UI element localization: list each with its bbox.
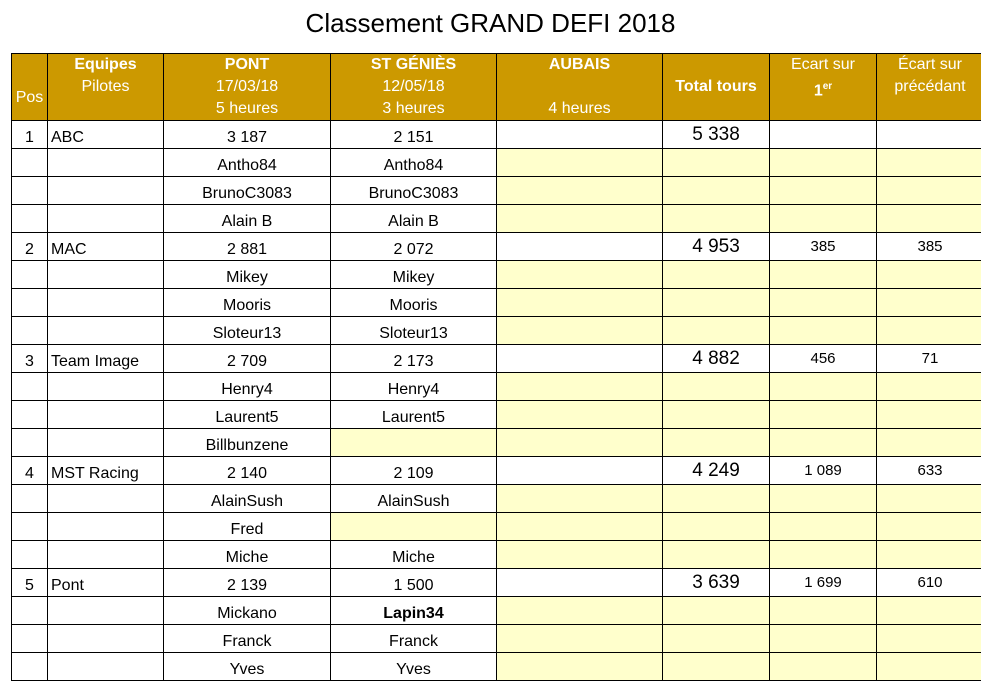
pilotes-label: Pilotes	[81, 78, 130, 95]
driver-total-cell	[663, 485, 770, 513]
team-gap-first	[770, 121, 877, 149]
driver-aubais	[497, 597, 663, 625]
driver-total-cell	[663, 289, 770, 317]
team-laps-stgenies: 1 500	[331, 569, 497, 597]
driver-gap-prev-cell	[877, 205, 981, 233]
driver-row	[12, 485, 981, 513]
team-laps-pont: 2 709	[164, 345, 331, 373]
driver-stgenies: Laurent5	[331, 401, 497, 429]
driver-gap-prev-cell	[877, 177, 981, 205]
driver-team-cell	[48, 289, 164, 317]
driver-gap-first-cell	[770, 625, 877, 653]
team-laps-pont: 2 881	[164, 233, 331, 261]
driver-pos-cell	[12, 653, 48, 681]
driver-aubais	[497, 261, 663, 289]
team-laps-aubais	[497, 345, 663, 373]
team-row	[12, 121, 981, 149]
team-name: Team Image	[48, 345, 164, 373]
driver-aubais	[497, 149, 663, 177]
driver-pos-cell	[12, 261, 48, 289]
team-total-laps: 4 953	[663, 233, 770, 261]
driver-pont: Mickano	[164, 597, 331, 625]
driver-stgenies: AlainSush	[331, 485, 497, 513]
driver-team-cell	[48, 625, 164, 653]
driver-stgenies: Henry4	[331, 373, 497, 401]
driver-total-cell	[663, 205, 770, 233]
driver-pont: Mooris	[164, 289, 331, 317]
gap-first-header	[770, 54, 877, 121]
driver-pont: Laurent5	[164, 401, 331, 429]
driver-stgenies: Mooris	[331, 289, 497, 317]
driver-team-cell	[48, 261, 164, 289]
race-date	[497, 76, 662, 98]
driver-total-cell	[663, 541, 770, 569]
driver-stgenies: Yves	[331, 653, 497, 681]
team-gap-first: 1 699	[770, 569, 877, 597]
gap-prev-header	[877, 54, 981, 121]
team-gap-previous	[877, 121, 981, 149]
driver-pos-cell	[12, 625, 48, 653]
team-name: MAC	[48, 233, 164, 261]
driver-row	[12, 541, 981, 569]
team-gap-previous: 610	[877, 569, 981, 597]
team-laps-pont: 2 139	[164, 569, 331, 597]
driver-gap-first-cell	[770, 205, 877, 233]
driver-gap-prev-cell	[877, 429, 981, 457]
team-header	[48, 54, 164, 121]
driver-pos-cell	[12, 149, 48, 177]
driver-team-cell	[48, 317, 164, 345]
driver-gap-first-cell	[770, 541, 877, 569]
driver-total-cell	[663, 317, 770, 345]
pos-header: Pos	[12, 54, 48, 121]
driver-gap-prev-cell	[877, 541, 981, 569]
driver-pont: Antho84	[164, 149, 331, 177]
team-row	[12, 345, 981, 373]
driver-team-cell	[48, 429, 164, 457]
driver-gap-prev-cell	[877, 317, 981, 345]
team-laps-stgenies: 2 151	[331, 121, 497, 149]
team-laps-stgenies: 2 173	[331, 345, 497, 373]
team-laps-aubais	[497, 457, 663, 485]
driver-total-cell	[663, 429, 770, 457]
driver-aubais	[497, 401, 663, 429]
driver-team-cell	[48, 401, 164, 429]
driver-stgenies: Lapin34	[331, 597, 497, 625]
driver-total-cell	[663, 625, 770, 653]
driver-gap-first-cell	[770, 485, 877, 513]
race-header-aubais	[497, 54, 663, 121]
driver-row	[12, 149, 981, 177]
race-name: PONT	[224, 56, 270, 73]
team-name: MST Racing	[48, 457, 164, 485]
driver-aubais	[497, 429, 663, 457]
equipes-label: Equipes	[74, 56, 137, 73]
race-header-stgenies	[331, 54, 497, 121]
driver-pos-cell	[12, 289, 48, 317]
race-duration: 4 heures	[548, 100, 611, 117]
team-position: 1	[12, 121, 48, 149]
team-position: 2	[12, 233, 48, 261]
driver-aubais	[497, 205, 663, 233]
driver-pos-cell	[12, 205, 48, 233]
driver-stgenies: Alain B	[331, 205, 497, 233]
driver-gap-first-cell	[770, 317, 877, 345]
driver-pos-cell	[12, 317, 48, 345]
driver-pont: Alain B	[164, 205, 331, 233]
driver-pont: Miche	[164, 541, 331, 569]
driver-gap-first-cell	[770, 429, 877, 457]
team-row	[12, 457, 981, 485]
driver-gap-first-cell	[770, 513, 877, 541]
driver-row	[12, 205, 981, 233]
driver-stgenies: Sloteur13	[331, 317, 497, 345]
driver-pos-cell	[12, 541, 48, 569]
team-name: ABC	[48, 121, 164, 149]
driver-gap-first-cell	[770, 373, 877, 401]
gap-first-num: 1	[813, 82, 823, 100]
driver-row	[12, 625, 981, 653]
race-name: ST GÉNIÈS	[370, 56, 457, 73]
team-total-laps: 3 639	[663, 569, 770, 597]
driver-aubais	[497, 625, 663, 653]
race-header-pont	[164, 54, 331, 121]
team-laps-stgenies: 2 109	[331, 457, 497, 485]
team-position: 4	[12, 457, 48, 485]
driver-gap-prev-cell	[877, 653, 981, 681]
driver-pos-cell	[12, 373, 48, 401]
driver-total-cell	[663, 401, 770, 429]
driver-gap-prev-cell	[877, 289, 981, 317]
driver-aubais	[497, 177, 663, 205]
total-header: Total tours	[663, 54, 770, 121]
team-laps-aubais	[497, 569, 663, 597]
ranking-table	[11, 53, 981, 681]
driver-gap-prev-cell	[877, 513, 981, 541]
driver-stgenies: BrunoC3083	[331, 177, 497, 205]
race-duration: 3 heures	[382, 100, 445, 117]
driver-gap-prev-cell	[877, 401, 981, 429]
driver-aubais	[497, 373, 663, 401]
team-total-laps: 4 249	[663, 457, 770, 485]
driver-pont: Sloteur13	[164, 317, 331, 345]
driver-row	[12, 401, 981, 429]
driver-total-cell	[663, 653, 770, 681]
driver-stgenies	[331, 429, 497, 457]
race-name: AUBAIS	[548, 56, 611, 73]
driver-pos-cell	[12, 597, 48, 625]
driver-pont: Henry4	[164, 373, 331, 401]
driver-pont: Billbunzene	[164, 429, 331, 457]
team-row	[12, 233, 981, 261]
team-gap-first: 385	[770, 233, 877, 261]
driver-team-cell	[48, 373, 164, 401]
driver-stgenies	[331, 513, 497, 541]
driver-pont: AlainSush	[164, 485, 331, 513]
driver-stgenies: Franck	[331, 625, 497, 653]
team-gap-previous: 385	[877, 233, 981, 261]
header-row	[12, 54, 981, 121]
driver-gap-prev-cell	[877, 485, 981, 513]
driver-total-cell	[663, 149, 770, 177]
driver-gap-prev-cell	[877, 373, 981, 401]
driver-aubais	[497, 289, 663, 317]
driver-pos-cell	[12, 429, 48, 457]
team-gap-previous: 71	[877, 345, 981, 373]
driver-team-cell	[48, 597, 164, 625]
driver-gap-first-cell	[770, 177, 877, 205]
team-gap-previous: 633	[877, 457, 981, 485]
team-gap-first: 456	[770, 345, 877, 373]
driver-stgenies: Miche	[331, 541, 497, 569]
race-duration: 5 heures	[215, 100, 279, 117]
driver-team-cell	[48, 485, 164, 513]
driver-total-cell	[663, 261, 770, 289]
driver-team-cell	[48, 513, 164, 541]
driver-total-cell	[663, 373, 770, 401]
driver-row	[12, 653, 981, 681]
driver-team-cell	[48, 541, 164, 569]
driver-pont: BrunoC3083	[164, 177, 331, 205]
driver-pont: Mikey	[164, 261, 331, 289]
driver-team-cell	[48, 149, 164, 177]
driver-pos-cell	[12, 401, 48, 429]
driver-row	[12, 429, 981, 457]
driver-pos-cell	[12, 177, 48, 205]
driver-pont: Fred	[164, 513, 331, 541]
team-laps-pont: 2 140	[164, 457, 331, 485]
driver-gap-prev-cell	[877, 261, 981, 289]
driver-pos-cell	[12, 485, 48, 513]
driver-total-cell	[663, 513, 770, 541]
team-position: 3	[12, 345, 48, 373]
driver-total-cell	[663, 597, 770, 625]
team-total-laps: 5 338	[663, 121, 770, 149]
driver-total-cell	[663, 177, 770, 205]
driver-gap-first-cell	[770, 597, 877, 625]
driver-gap-prev-cell	[877, 597, 981, 625]
team-row	[12, 569, 981, 597]
driver-row	[12, 177, 981, 205]
team-position: 5	[12, 569, 48, 597]
team-name: Pont	[48, 569, 164, 597]
driver-gap-first-cell	[770, 289, 877, 317]
team-laps-pont: 3 187	[164, 121, 331, 149]
driver-aubais	[497, 485, 663, 513]
team-laps-aubais	[497, 233, 663, 261]
driver-row	[12, 513, 981, 541]
gap-first-label: Ecart sur	[790, 56, 855, 73]
driver-pont: Franck	[164, 625, 331, 653]
driver-row	[12, 261, 981, 289]
driver-row	[12, 597, 981, 625]
driver-pos-cell	[12, 513, 48, 541]
team-total-laps: 4 882	[663, 345, 770, 373]
race-date: 12/05/18	[382, 78, 445, 95]
gap-prev-label-1: Écart sur	[897, 56, 962, 73]
driver-team-cell	[48, 205, 164, 233]
gap-prev-label-2: précédant	[894, 78, 966, 95]
driver-row	[12, 317, 981, 345]
driver-gap-first-cell	[770, 401, 877, 429]
driver-aubais	[497, 653, 663, 681]
driver-team-cell	[48, 177, 164, 205]
driver-gap-first-cell	[770, 653, 877, 681]
driver-row	[12, 373, 981, 401]
driver-stgenies: Antho84	[331, 149, 497, 177]
driver-pont: Yves	[164, 653, 331, 681]
team-gap-first: 1 089	[770, 457, 877, 485]
race-date: 17/03/18	[215, 78, 279, 95]
gap-first-sup: er	[822, 81, 833, 92]
driver-row	[12, 289, 981, 317]
driver-aubais	[497, 317, 663, 345]
driver-gap-first-cell	[770, 261, 877, 289]
driver-team-cell	[48, 653, 164, 681]
page-title: Classement GRAND DEFI 2018	[305, 8, 676, 38]
driver-gap-prev-cell	[877, 625, 981, 653]
driver-aubais	[497, 541, 663, 569]
team-laps-aubais	[497, 121, 663, 149]
driver-gap-prev-cell	[877, 149, 981, 177]
driver-gap-first-cell	[770, 149, 877, 177]
driver-stgenies: Mikey	[331, 261, 497, 289]
team-laps-stgenies: 2 072	[331, 233, 497, 261]
driver-aubais	[497, 513, 663, 541]
